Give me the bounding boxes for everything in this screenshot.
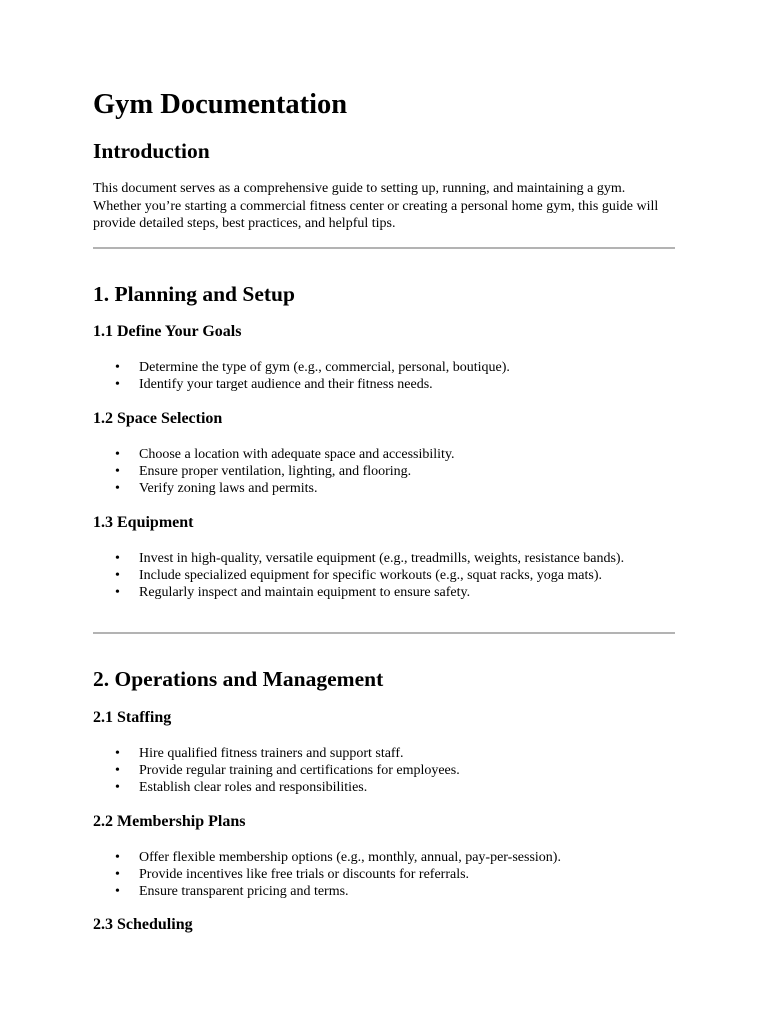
section-heading-operations: 2. Operations and Management <box>93 667 384 691</box>
list-item: • Choose a location with adequate space and accessibility. <box>139 446 676 463</box>
subsection-heading-goals: 1.1 Define Your Goals <box>93 323 242 340</box>
subsection-heading-membership: 2.2 Membership Plans <box>93 813 246 830</box>
divider <box>93 632 675 634</box>
list-item: • Ensure proper ventilation, lighting, and flooring. <box>139 463 676 480</box>
equipment-list <box>93 550 676 601</box>
list-item: • Ensure transparent pricing and terms. <box>139 883 676 900</box>
divider <box>93 247 675 249</box>
list-item: • Offer flexible membership options (e.g., monthly, annual, pay-per-session). <box>139 849 676 866</box>
list-item: • Establish clear roles and responsibilities. <box>139 779 676 796</box>
staffing-list <box>93 745 676 796</box>
subsection-heading-staffing: 2.1 Staffing <box>93 709 172 726</box>
list-item: • Invest in high-quality, versatile equipment (e.g., treadmills, weights, resistance bands). <box>139 550 676 567</box>
document-title: Gym Documentation <box>93 89 348 120</box>
subsection-heading-equipment: 1.3 Equipment <box>93 514 194 531</box>
introduction-text: This document serves as a comprehensive guide to setting up, running, and maintaining a gym. Whether you’re starting a commercial fitness center or creating a personal home gym, this guide will provide detailed steps, best practices, and helpful tips. <box>93 181 659 231</box>
subsection-heading-space: 1.2 Space Selection <box>93 410 223 427</box>
membership-list <box>93 849 676 900</box>
list-item: • Provide regular training and certifications for employees. <box>139 762 676 779</box>
goals-list <box>93 359 676 393</box>
space-list <box>93 446 676 497</box>
list-item: • Hire qualified fitness trainers and support staff. <box>139 745 676 762</box>
section-heading-planning: 1. Planning and Setup <box>93 282 295 306</box>
list-item: • Identify your target audience and their fitness needs. <box>139 376 676 393</box>
list-item: • Provide incentives like free trials or discounts for referrals. <box>139 866 676 883</box>
subsection-heading-scheduling: 2.3 Scheduling <box>93 916 193 933</box>
list-item: • Regularly inspect and maintain equipment to ensure safety. <box>139 584 676 601</box>
introduction-heading: Introduction <box>93 139 210 163</box>
list-item: • Include specialized equipment for specific workouts (e.g., squat racks, yoga mats). <box>139 567 676 584</box>
list-item: • Verify zoning laws and permits. <box>139 480 676 497</box>
list-item: • Determine the type of gym (e.g., commercial, personal, boutique). <box>139 359 676 376</box>
